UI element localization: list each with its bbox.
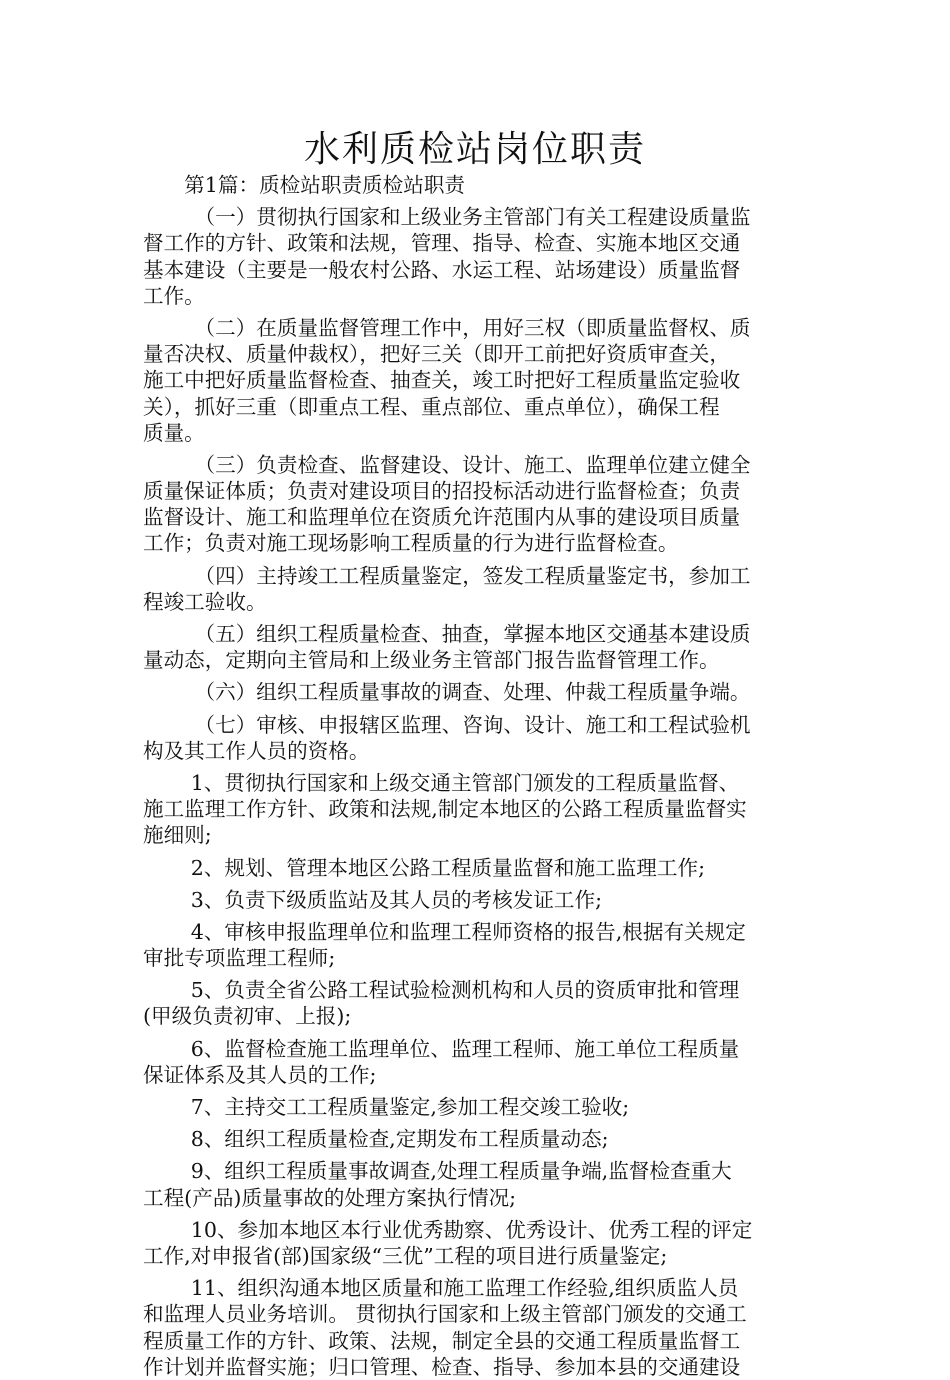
body-line: 工程(产品)质量事故的处理方案执行情况; <box>143 1185 517 1210</box>
body-line: 质量。 <box>143 420 205 445</box>
document-title: 水利质检站岗位职责 <box>303 129 646 170</box>
document-body <box>143 172 807 1380</box>
body-line: 和监理人员业务培训。 贯彻执行国家和上级主管部门颁发的交通工 <box>143 1302 747 1327</box>
body-line: （四）主持竣工工程质量鉴定，签发工程质量鉴定书，参加工 <box>143 563 751 588</box>
body-line: （六）组织工程质量事故的调查、处理、仲裁工程质量争端。 <box>143 680 751 705</box>
body-line: 5、负责全省公路工程试验检测机构和人员的资质审批和管理 <box>143 978 740 1003</box>
body-line: 4、审核申报监理单位和监理工程师资格的报告,根据有关规定 <box>143 919 746 944</box>
body-line: （一）贯彻执行国家和上级业务主管部门有关工程建设质量监 <box>143 205 751 230</box>
body-line: （三）负责检查、监督建设、设计、施工、监理单位建立健全 <box>143 452 751 477</box>
body-line: 工作,对申报省(部)国家级“三优”工程的项目进行质量鉴定; <box>143 1243 668 1268</box>
body-line: 作计划并监督实施；归口管理、检查、指导、参加本县的交通建设 <box>143 1354 741 1379</box>
body-line: (甲级负责初审、上报); <box>143 1004 352 1029</box>
body-line: 3、负责下级质监站及其人员的考核发证工作; <box>143 887 603 912</box>
body-line: 督工作的方针、政策和法规，管理、指导、检查、实施本地区交通 <box>143 231 741 256</box>
body-line: 工作。 <box>143 283 205 308</box>
body-line: 11、组织沟通本地区质量和施工监理工作经验,组织质监人员 <box>143 1276 739 1301</box>
body-line: （五）组织工程质量检查、抽查，掌握本地区交通基本建设质 <box>143 622 751 646</box>
body-line: 6、监督检查施工监理单位、监理工程师、施工单位工程质量 <box>143 1036 740 1061</box>
body-line: 量动态，定期向主管局和上级业务主管部门报告监督管理工作。 <box>143 648 720 673</box>
body-line: 审批专项监理工程师; <box>143 946 336 971</box>
body-line: 工作；负责对施工现场影响工程质量的行为进行监督检查。 <box>143 531 679 556</box>
body-line: 量否决权、质量仲裁权），把好三关（即开工前把好资质审查关， <box>143 342 730 367</box>
body-line: 施工监理工作方针、政策和法规,制定本地区的公路工程质量监督实 <box>143 797 747 822</box>
body-line: 施工中把好质量监督检查、抽查关，竣工时把好工程质量监定验收 <box>143 368 741 393</box>
body-line: 10、参加本地区本行业优秀勘察、优秀设计、优秀工程的评定 <box>143 1217 753 1242</box>
body-line: 7、主持交工工程质量鉴定,参加工程交竣工验收; <box>143 1095 630 1119</box>
body-line: 程质量工作的方针、政策、法规，制定全县的交通工程质量监督工 <box>143 1328 741 1353</box>
body-line: 程竣工验收。 <box>143 589 267 614</box>
body-line: 2、规划、管理本地区公路工程质量监督和施工监理工作; <box>143 855 706 880</box>
body-line: （二）在质量监督管理工作中，用好三权（即质量监督权、质 <box>143 315 751 340</box>
body-line: 构及其工作人员的资格。 <box>143 738 370 763</box>
body-line: 施细则; <box>143 823 212 848</box>
body-line: 1、贯彻执行国家和上级交通主管部门颁发的工程质量监督、 <box>143 770 740 795</box>
body-line: 质量保证体质；负责对建设项目的招投标活动进行监督检查；负责 <box>143 479 741 504</box>
body-line: 基本建设（主要是一般农村公路、水运工程、站场建设）质量监督 <box>143 257 741 282</box>
body-line: 关），抓好三重（即重点工程、重点部位、重点单位），确保工程 <box>143 394 720 419</box>
body-line: 监督设计、施工和监理单位在资质允许范围内从事的建设项目质量 <box>143 505 741 530</box>
body-line: 保证体系及其人员的工作; <box>143 1062 377 1087</box>
body-line: 9、组织工程质量事故调查,处理工程质量争端,监督检查重大 <box>143 1159 732 1184</box>
body-line: 8、组织工程质量检查,定期发布工程质量动态; <box>143 1127 609 1152</box>
body-line: 第1篇：质检站职责质检站职责 <box>143 173 466 197</box>
body-line: （七）审核、申报辖区监理、咨询、设计、施工和工程试验机 <box>143 712 751 737</box>
